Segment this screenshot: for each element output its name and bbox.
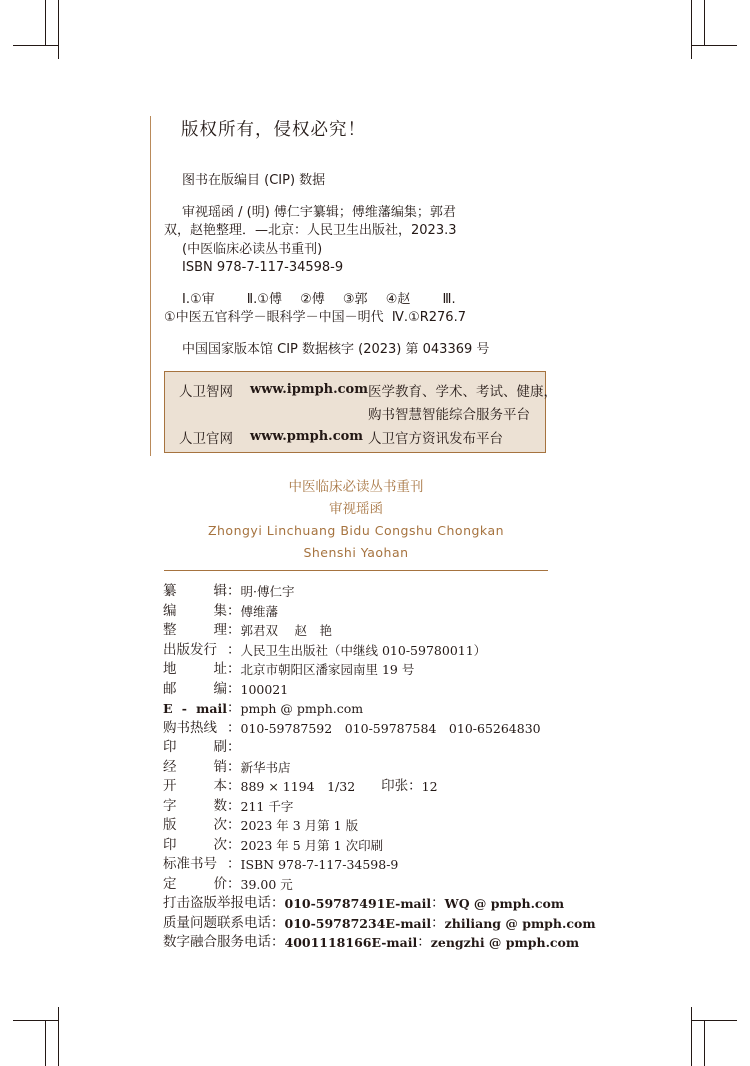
side-rule bbox=[150, 116, 151, 456]
crop-mark bbox=[45, 0, 46, 45]
detail-row: 字 数 ： 211 千字 bbox=[163, 797, 294, 814]
series-title-cn: 中医临床必读丛书重刊 bbox=[288, 479, 424, 495]
cip-line: (中医临床必读丛书重刊) bbox=[182, 241, 323, 257]
cip-line: 双，赵艳整理．—北京：人民卫生出版社，2023.3 bbox=[164, 223, 457, 238]
site2-desc: 人卫官方资讯发布平台 bbox=[368, 431, 503, 447]
detail-row: 购书热线 ： 010-59787592 010-59787584 010-65264830 bbox=[163, 719, 541, 736]
crop-mark bbox=[13, 45, 59, 46]
divider bbox=[164, 570, 548, 571]
cip-class-line: ①中医五官科学－眼科学－中国－明代 Ⅳ.①R276.7 bbox=[164, 310, 466, 325]
site2-url[interactable]: www.pmph.com bbox=[250, 429, 364, 444]
detail-row: 版 次 ： 2023 年 3 月第 1 版 bbox=[163, 817, 359, 833]
detail-row: 印 刷 ： bbox=[163, 739, 241, 755]
detail-row: 开 本 ： 889 × 1194 1/32 印张 ： 12 bbox=[163, 778, 438, 794]
cip-class-line: Ⅰ.①审 Ⅱ.①傅 ②傅 ③郭 ④赵 Ⅲ. bbox=[182, 291, 456, 307]
publication-details bbox=[163, 582, 596, 953]
cip-line: 审视瑶函 / (明) 傅仁宇纂辑；傅维藩编集；郭君 bbox=[182, 204, 456, 220]
cip-heading: 图书在版编目 (CIP) 数据 bbox=[182, 173, 326, 188]
site1-desc: 购书智慧智能综合服务平台 bbox=[368, 407, 530, 423]
detail-row: 整 理 ： 郭君双 赵 艳 bbox=[163, 622, 332, 638]
detail-row: 地 址 ： 北京市朝阳区潘家园南里 19 号 bbox=[163, 661, 415, 677]
email-link[interactable]: zengzhi @ pmph.com bbox=[430, 935, 580, 950]
detail-row: 印 次 ： 2023 年 5 月第 1 次印刷 bbox=[163, 836, 384, 853]
series-title-pinyin: Zhongyi Linchuang Bidu Congshu Chongkan bbox=[207, 523, 505, 538]
detail-row: 纂 辑 ： 明·傅仁宇 bbox=[163, 583, 295, 599]
crop-mark bbox=[58, 1007, 59, 1066]
cip-line: ISBN 978-7-117-34598-9 bbox=[182, 260, 344, 275]
detail-row: 经 销 ： 新华书店 bbox=[163, 758, 291, 775]
detail-row: 编 集 ： 傅维藩 bbox=[163, 602, 279, 619]
crop-mark bbox=[58, 0, 59, 59]
crop-mark bbox=[45, 1020, 46, 1066]
detail-row: E - mail ： pmph @ pmph.com bbox=[163, 699, 563, 719]
book-title-pinyin: Shenshi Yaohan bbox=[303, 544, 409, 560]
email-link[interactable]: zhiliang @ pmph.com bbox=[444, 915, 596, 931]
website-info-box bbox=[164, 371, 557, 453]
crop-mark bbox=[691, 0, 692, 59]
email-link[interactable]: pmph @ pmph.com bbox=[240, 701, 364, 716]
crop-mark bbox=[704, 0, 705, 45]
crop-mark bbox=[691, 1007, 692, 1066]
detail-row: 数字融合服务电话 ： 4001118166 E-mail ： zengzhi @ pmph.com bbox=[163, 933, 563, 953]
cip-record: 中国国家版本馆 CIP 数据核字 (2023) 第 043369 号 bbox=[182, 341, 490, 357]
email-link[interactable]: WQ @ pmph.com bbox=[444, 896, 565, 911]
crop-mark bbox=[691, 45, 737, 46]
detail-row: 打击盗版举报电话 ： 010-59787491 E-mail ： WQ @ pmph.com bbox=[163, 894, 563, 914]
detail-row: 标准书号 ： ISBN 978-7-117-34598-9 bbox=[163, 856, 399, 872]
site1-name: 人卫智网 bbox=[179, 384, 233, 400]
book-title-cn: 审视瑶函 bbox=[329, 500, 383, 517]
crop-mark bbox=[691, 1020, 737, 1021]
detail-row: 质量问题联系电话 ： 010-59787234 E-mail ： zhiliang @ pmph.com bbox=[163, 914, 563, 934]
crop-mark bbox=[704, 1020, 705, 1066]
site1-desc: 医学教育、学术、考试、健康， bbox=[368, 384, 557, 400]
copyright-notice: 版权所有，侵权必究！ bbox=[181, 120, 366, 140]
crop-mark bbox=[13, 1020, 59, 1021]
site2-name: 人卫官网 bbox=[179, 431, 233, 447]
site1-url[interactable]: www.ipmph.com bbox=[250, 382, 368, 397]
detail-row: 出版发行 ： 人民卫生出版社（中继线 010-59780011） bbox=[163, 641, 487, 658]
detail-row: 定 价 ： 39.00 元 bbox=[163, 875, 293, 892]
detail-row: 邮 编 ： 100021 bbox=[163, 680, 289, 697]
series-title bbox=[164, 477, 548, 563]
cip-block bbox=[164, 172, 564, 359]
